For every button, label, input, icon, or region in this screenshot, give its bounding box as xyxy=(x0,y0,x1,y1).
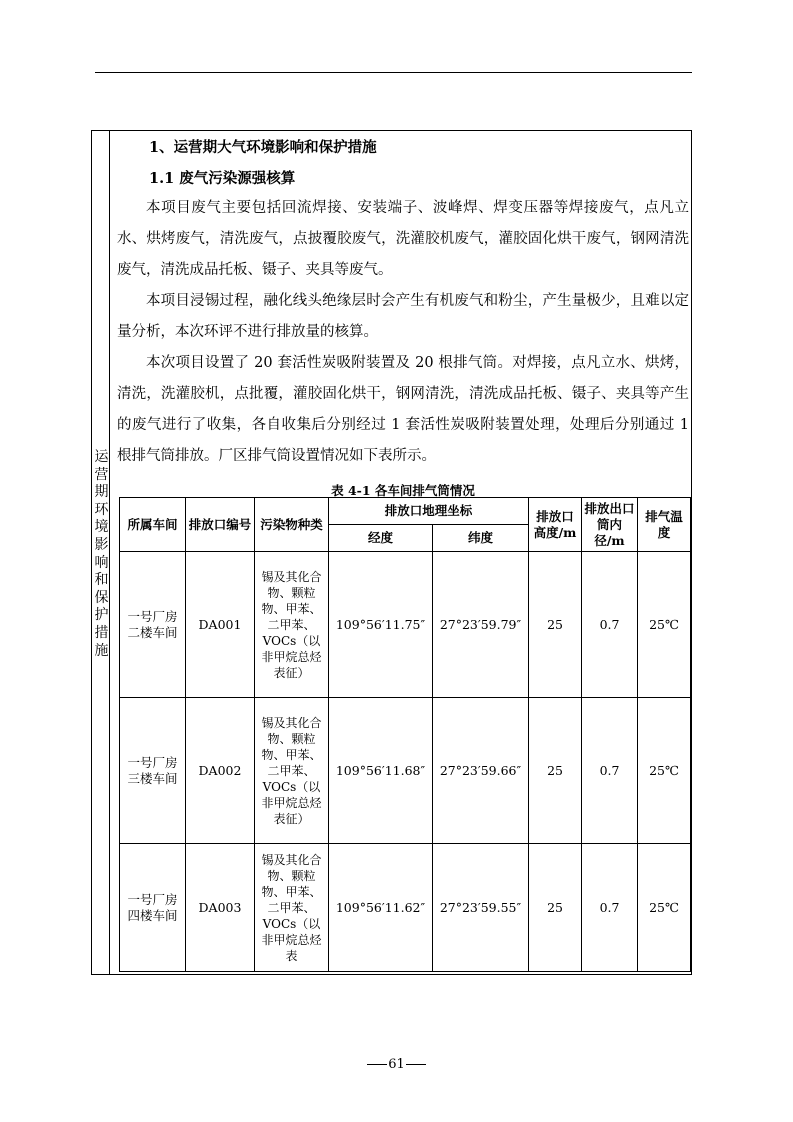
side-column xyxy=(92,131,110,974)
table-row xyxy=(120,698,691,844)
cell-diameter: 0.7 xyxy=(582,552,638,698)
cell-longitude: 109°56′11.62″ xyxy=(329,844,433,972)
cell-latitude: 27°23′59.55″ xyxy=(433,844,529,972)
cell-latitude: 27°23′59.66″ xyxy=(433,698,529,844)
header-diameter: 排放出口筒内径/m xyxy=(582,498,638,552)
cell-workshop: 一号厂房三楼车间 xyxy=(120,698,186,844)
header-workshop: 所属车间 xyxy=(120,498,186,552)
cell-outlet-id: DA001 xyxy=(186,552,255,698)
paragraph: 本项目浸锡过程，融化线头绝缘层时会产生有机废气和粉尘，产生量极少，且难以定量分析，本次环评不进行排放量的核算。 xyxy=(117,293,689,340)
header-height: 排放口高度/m xyxy=(529,498,582,552)
cell-pollutant: 锡及其化合物、颗粒物、甲苯、二甲苯、VOCs（以非甲烷总烃表征） xyxy=(255,698,329,844)
cell-pollutant: 锡及其化合物、颗粒物、甲苯、二甲苯、VOCs（以非甲烷总烃表征） xyxy=(255,552,329,698)
header-temperature: 排气温度 xyxy=(638,498,691,552)
cell-workshop: 一号厂房四楼车间 xyxy=(120,844,186,972)
page-number-text: 61 xyxy=(388,1057,405,1072)
paragraph: 本次项目设置了 20 套活性炭吸附装置及 20 根排气筒。对焊接，点凡立水、烘烤，清洗，洗灌胶机，点批覆，灌胶固化烘干，钢网清洗，清洗成品托板、镊子、夹具等产生的废气进行了收集，各自收集后分别经过 1 套活性炭吸附装置处理，处理后分别通过 1 根排气筒排放。厂区排气筒设置情况如下表所示。 xyxy=(117,355,689,464)
table-row xyxy=(120,844,691,972)
page-number xyxy=(0,1057,793,1072)
cell-outlet-id: DA002 xyxy=(186,698,255,844)
header-outlet-id: 排放口编号 xyxy=(186,498,255,552)
paragraph: 本项目废气主要包括回流焊接、安装端子、波峰焊、焊变压器等焊接废气，点凡立水、烘烤废气，清洗废气，点披覆胶废气，洗灌胶机废气，灌胶固化烘干废气，钢网清洗废气，清洗成品托板、镊子、夹具等废气。 xyxy=(117,200,689,278)
cell-temperature: 25℃ xyxy=(638,552,691,698)
exhaust-stack-table xyxy=(119,497,691,972)
cell-workshop: 一号厂房二楼车间 xyxy=(120,552,186,698)
table-row xyxy=(120,552,691,698)
side-label: 运营期环境影响和保护措施 xyxy=(94,449,109,659)
header-coords: 排放口地理坐标 xyxy=(329,498,529,525)
subsection-heading: 1.1 废气污染源强核算 xyxy=(149,170,296,187)
header-pollutant: 污染物种类 xyxy=(255,498,329,552)
cell-height: 25 xyxy=(529,698,582,844)
cell-diameter: 0.7 xyxy=(582,844,638,972)
header-longitude: 经度 xyxy=(329,525,433,552)
page-dash-right xyxy=(406,1064,426,1065)
cell-diameter: 0.7 xyxy=(582,698,638,844)
cell-temperature: 25℃ xyxy=(638,698,691,844)
header-latitude: 纬度 xyxy=(433,525,529,552)
cell-height: 25 xyxy=(529,844,582,972)
cell-temperature: 25℃ xyxy=(638,844,691,972)
header-rule xyxy=(95,72,692,73)
cell-height: 25 xyxy=(529,552,582,698)
cell-longitude: 109°56′11.68″ xyxy=(329,698,433,844)
cell-pollutant: 锡及其化合物、颗粒物、甲苯、二甲苯、VOCs（以非甲烷总烃表 xyxy=(255,844,329,972)
page-dash-left xyxy=(367,1064,387,1065)
section-heading: 1、运营期大气环境影响和保护措施 xyxy=(149,139,377,156)
cell-longitude: 109°56′11.75″ xyxy=(329,552,433,698)
table-caption: 表 4-1 各车间排气筒情况 xyxy=(331,483,475,498)
cell-latitude: 27°23′59.79″ xyxy=(433,552,529,698)
cell-outlet-id: DA003 xyxy=(186,844,255,972)
